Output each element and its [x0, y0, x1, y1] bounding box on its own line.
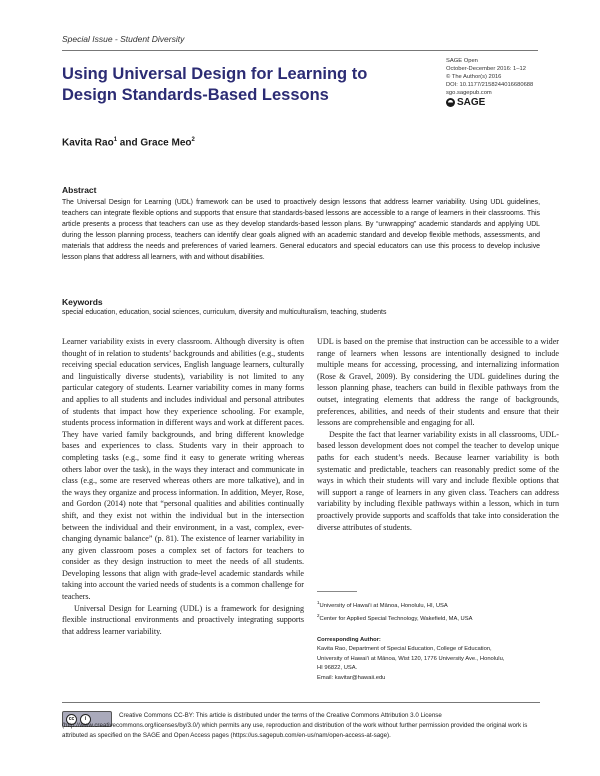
article-title: Using Universal Design for Learning to Design Standards-Based Lessons: [62, 65, 368, 104]
journal-site[interactable]: sgo.sagepub.com: [446, 90, 492, 96]
affiliation-1: $^1$University of Hawai’i at Mānoa, Honolulu, HI, USA: [317, 600, 448, 609]
sage-logo-icon: [446, 98, 455, 107]
body-paragraph: Universal Design for Learning (UDL) is a framework for designing flexible instructional environments and proactively integrating supports that address learner variability.: [62, 603, 304, 636]
footnotes: [317, 598, 539, 683]
body-column-left: [62, 336, 304, 637]
author-name: Kavita Rao: [62, 137, 114, 149]
body-column-right: [317, 336, 559, 533]
running-header: Special Issue - Student Diversity: [62, 34, 185, 44]
copyright: © The Author(s) 2016: [446, 74, 502, 80]
corresponding-author-line: Kavita Rao, Department of Special Education, College of Education,: [317, 646, 492, 653]
corresponding-author-email[interactable]: Email: kavitar@hawaii.edu: [317, 674, 386, 681]
sage-logo: [446, 98, 566, 107]
abstract-heading: Abstract: [62, 185, 97, 195]
corresponding-author-line: HI 96822, USA.: [317, 665, 358, 672]
abstract-text: The Universal Design for Learning (UDL) framework can be used to proactively design lessons that address learner variability. Using UDL guidelines, teachers can integrate flexible options and supports that ensure that standards-based lessons are accessible to a range of learners in their classrooms. This article presents a process that teachers can use as they develop standards-based lesson plans. By “unwrapping” academic standards and applying UDL during the lesson planning process, teachers can identify clear goals aligned with an academic standard and develop flexible methods, assessments, and materials that address the needs and preferences of varied learners. General educators and special educators can use this process to develop inclusive lesson plans that address all learners, with and without disabilities.: [62, 199, 540, 261]
journal-issue: October-December 2016: 1–12: [446, 66, 526, 72]
affiliation-2: $^2$Center for Applied Special Technology, Wakefield, MA, USA: [317, 613, 473, 623]
sage-logo-text: SAGE: [457, 96, 486, 108]
affiliation-marker: 1: [113, 137, 118, 143]
journal-name: SAGE Open: [446, 58, 478, 64]
license-text: Creative Commons CC-BY: This article is distributed under the terms of the Creative Commons Attribution 3.0 License (http://www.creativecommons.org/licenses/by/3.0/) which permits any use, reproduction and distribution of the work without further permission provided the original work is attributed as specified on the SAGE and Open Access pages (https://us.sagepub.com/en-us/nam/open-access-at-sage).: [62, 712, 528, 739]
keywords-heading: Keywords: [62, 297, 103, 307]
corresponding-author-line: University of Hawai’i at Mānoa, Wist 120, 1776 University Ave., Honolulu,: [317, 655, 505, 662]
affiliation-marker: 1: [317, 600, 320, 605]
body-paragraph: UDL is based on the premise that instruction can be accessible to a wider range of learners when lessons are intentionally designed to include multiple means for accessing, processing, and internalizing information (Rose & Gravel, 2009). By considering the UDL guidelines during the lesson planning phase, teachers can build in flexible pathways from the outset, integrating elements that address the range of backgrounds, preferences, abilities, and needs of their students and ensure that their lessons are comprehensible and engaging for all.: [317, 337, 559, 428]
affiliation-marker: 2: [191, 137, 195, 143]
corresponding-author-heading: Corresponding Author:: [317, 636, 381, 643]
body-paragraph: Learner variability exists in every classroom. Although diversity is often thought of in relation to students’ backgrounds and abilities (e.g., students receiving special education services, English language learners, culturally and linguistically diverse students), variability is not limited to any particular category of students. Learner variability comes in many forms and applies to all students and includes individual and personal attributes of students that impact how they experience schooling. For example, students process information in different ways and work at different paces. They have varied family backgrounds, and bring different knowledge bases and experiences to class. Students vary in their approach to completing tasks (e.g., some find it easy to generate writing whereas others labor over the task), in the ways they interact and communicate in class (e.g., some are reserved whereas others are more talkative), and in the ways they organize and process information. In addition, Meyer, Rose, and Gordon (2014) note that “personal qualities and abilities continually shift, and they exist not within the individual but in the intersection between the individual and their environment, in a vast, complex, ever-changing dynamic balance” (p. 81). The existence of learner variability in any given classroom poses a complex set of factors for teachers to consider as they design instruction to meet the needs of all students. Developing lessons that align with grade-level academic standards while taking into account the varied needs of students is a common challenge for teachers.: [62, 337, 304, 602]
author-connector: and: [117, 137, 141, 149]
footnote-rule: [317, 591, 357, 592]
license-rule: [62, 702, 540, 703]
cc-icon: cc: [66, 714, 77, 725]
journal-meta: [446, 57, 566, 107]
affiliation-marker: 2: [317, 613, 320, 619]
doi[interactable]: DOI: 10.1177/2158244016680688: [446, 82, 534, 88]
by-attribution-icon: i: [80, 714, 91, 725]
keywords-text: special education, education, social sciences, curriculum, diversity and multiculturalism, teaching, students: [62, 309, 387, 316]
author-line: [62, 137, 195, 148]
author-name: Grace Meo: [140, 137, 192, 149]
body-paragraph: Despite the fact that learner variability exists in all classrooms, UDL-based lesson development does not compel the teacher to develop unique paths for each student’s needs. Because learner variability is both systematic and predictable, teachers can reasonably predict some of the ways in which their students will vary and include flexible options that will support a range of learners in any given class. Teachers can address variability by including flexible pathways within a lesson, which in turn proactively provide supports and scaffolds that take into consideration the diverse attributes of students.: [317, 429, 559, 532]
header-rule: [62, 50, 538, 51]
